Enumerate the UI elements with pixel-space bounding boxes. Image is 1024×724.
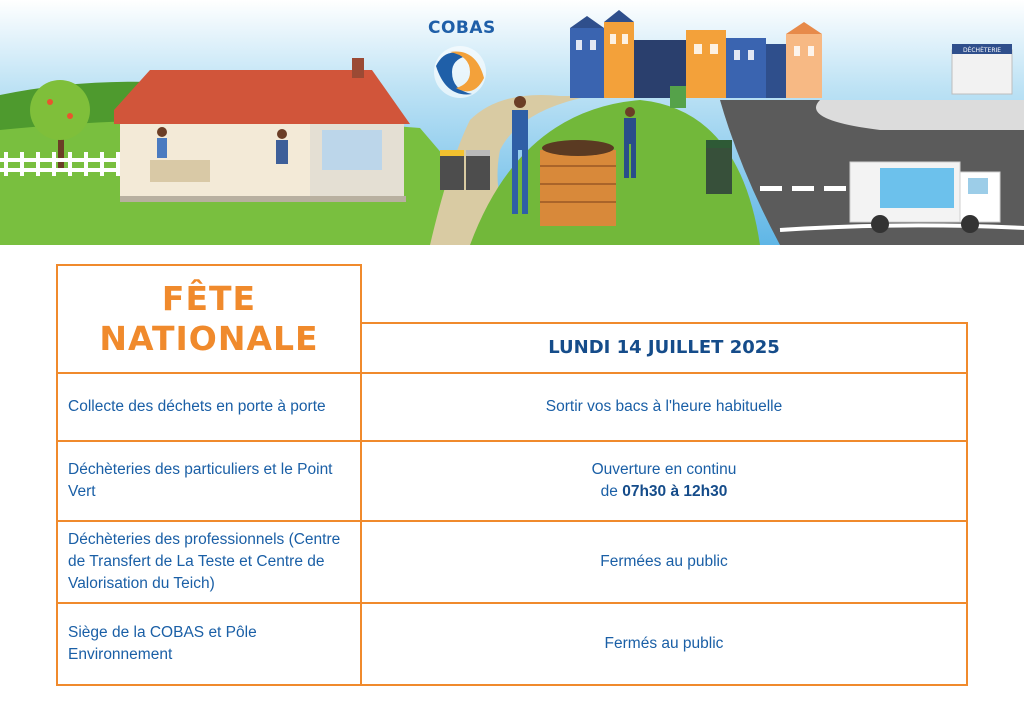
row-value-decheteries-particuliers [360, 440, 968, 522]
dechetterie-sign: DÉCHÈTERIE [962, 47, 1002, 54]
opening-hours [601, 481, 728, 503]
row-label-decheteries-professionnels: Déchèteries des professionnels (Centre de Transfert de La Teste et Centre de Valorisation du Teich) [56, 520, 362, 604]
row-value-collecte: Sortir vos bacs à l'heure habituelle [360, 372, 968, 442]
row-value-siege: Fermés au public [360, 602, 968, 686]
row-value-decheteries-professionnels: Fermées au public [360, 520, 968, 604]
row-label-collecte: Collecte des déchets en porte à porte [56, 372, 362, 442]
holiday-date: LUNDI 14 JUILLET 2025 [360, 322, 968, 374]
holiday-title [56, 264, 362, 374]
header-illustration [0, 0, 1024, 245]
opening-hours-prefix: de [600, 483, 623, 500]
row-label-decheteries-particuliers: Déchèteries des particuliers et le Point Vert [56, 440, 362, 522]
holiday-title-line2: NATIONALE [99, 319, 319, 358]
opening-text: Ouverture en continu [591, 461, 737, 478]
town-scene-illustration [0, 0, 1024, 245]
holiday-title-line1: FÊTE [161, 279, 257, 318]
cobas-logo-text: COBAS [428, 18, 496, 38]
holiday-schedule-table [56, 264, 968, 686]
opening-hours-range: 07h30 à 12h30 [622, 483, 728, 500]
row-label-siege: Siège de la COBAS et Pôle Environnement [56, 602, 362, 686]
